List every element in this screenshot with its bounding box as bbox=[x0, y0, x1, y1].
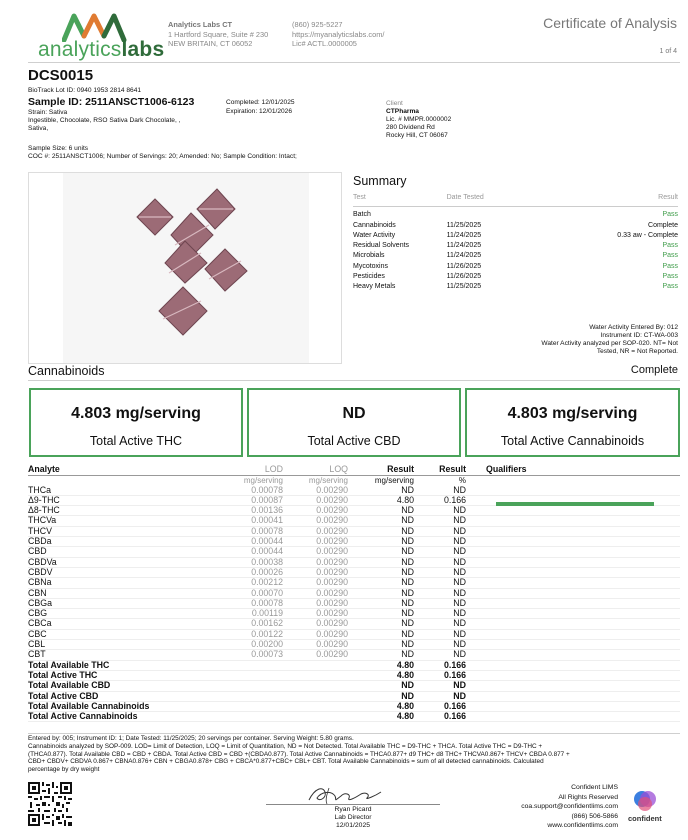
confident-logo-icon bbox=[632, 788, 658, 814]
lab-contact-block bbox=[292, 20, 384, 48]
coc-line: COC #: 2511ANSCT1006; Number of Servings: 20; Amended: No; Sample Condition: Intact; bbox=[28, 153, 297, 160]
summary-result: Pass bbox=[662, 283, 678, 291]
analyte-qualifier bbox=[466, 650, 680, 660]
analyte-lod: 0.00038 bbox=[203, 557, 283, 567]
client-label: Client bbox=[386, 100, 403, 107]
header-lod: LOD bbox=[203, 465, 283, 476]
analyte-row bbox=[28, 516, 680, 526]
analyte-result-pct: ND bbox=[414, 557, 466, 567]
notes-line-4: CBD+ CBDV+ CBDVA 0.867+ CBNA0.876+ CBN + CBGA0.878+ CBG + CBCA*0.877+CBC+ CBL+ CBT. Total Available Cannabinoids = sum of all detected cannabinoids. Calculated bbox=[28, 758, 544, 766]
summary-result: Pass bbox=[662, 242, 678, 250]
analyte-qualifier bbox=[466, 640, 680, 650]
strain: Strain: Sativa bbox=[28, 109, 68, 116]
total-loq bbox=[283, 701, 348, 711]
summary-result: Complete bbox=[648, 221, 678, 229]
analyte-name: CBCa bbox=[28, 619, 203, 629]
summary-header-date: Date Tested bbox=[446, 194, 484, 201]
analyte-qualifier bbox=[466, 588, 680, 598]
analyte-row bbox=[28, 557, 680, 567]
summary-result: 0.33 aw - Complete bbox=[617, 231, 678, 239]
analyte-loq: 0.00290 bbox=[283, 495, 348, 505]
sign-date: 12/01/2025 bbox=[335, 822, 371, 829]
analyte-loq: 0.00290 bbox=[283, 486, 348, 496]
summary-date-tested: 11/26/2025 bbox=[446, 273, 482, 281]
analyte-name: CBN bbox=[28, 588, 203, 598]
analyte-row bbox=[28, 588, 680, 598]
analytics-labs-wordmark: analyticslabs bbox=[38, 38, 165, 61]
analyte-qualifier bbox=[466, 506, 680, 516]
total-active-cbd-label: Total Active CBD bbox=[307, 434, 401, 448]
analyte-lod: 0.00078 bbox=[203, 486, 283, 496]
sample-photo bbox=[28, 172, 342, 364]
analyte-loq: 0.00290 bbox=[283, 547, 348, 557]
wa-instrument-id: Instrument ID: CT-WA-003 bbox=[600, 332, 678, 339]
sample-type-line-2: Sativa, bbox=[28, 125, 49, 132]
analyte-name: CBL bbox=[28, 640, 203, 650]
summary-date-tested bbox=[447, 207, 577, 221]
client-block bbox=[386, 100, 451, 140]
total-name: Total Active THC bbox=[28, 670, 203, 680]
header-divider bbox=[28, 62, 680, 63]
total-qualifier bbox=[466, 701, 680, 711]
analyte-result-mg: ND bbox=[348, 640, 414, 650]
total-lod bbox=[203, 701, 283, 711]
lims-email-link[interactable]: coa.support@confidentlims.com bbox=[521, 803, 618, 810]
total-row bbox=[28, 670, 680, 680]
analyte-result-mg: 4.80 bbox=[348, 495, 414, 505]
analyte-loq: 0.00290 bbox=[283, 619, 348, 629]
sample-type-line-1: Ingestible, Chocolate, RSO Sativa Dark Chocolate, , bbox=[28, 117, 181, 124]
analyte-qualifier bbox=[466, 567, 680, 577]
total-lod bbox=[203, 670, 283, 680]
analyte-lod: 0.00200 bbox=[203, 640, 283, 650]
analyte-row bbox=[28, 598, 680, 608]
header-result-pct: Result bbox=[414, 465, 466, 476]
analyte-lod: 0.00073 bbox=[203, 650, 283, 660]
qr-code-icon[interactable] bbox=[28, 782, 72, 826]
total-name: Total Available THC bbox=[28, 660, 203, 670]
analyte-result-pct: ND bbox=[414, 486, 466, 496]
analyte-result-mg: ND bbox=[348, 506, 414, 516]
confident-lims-info bbox=[468, 783, 618, 831]
analyte-lod: 0.00119 bbox=[203, 609, 283, 619]
total-active-cannabinoids-label: Total Active Cannabinoids bbox=[500, 434, 645, 448]
lab-license: Lic# ACTL.0000005 bbox=[292, 39, 357, 48]
summary-date-tested: 11/24/2025 bbox=[446, 252, 482, 260]
unit-lod: mg/serving bbox=[243, 476, 283, 486]
total-qualifier bbox=[466, 691, 680, 701]
analyte-name: CBG bbox=[28, 609, 203, 619]
analyte-loq: 0.00290 bbox=[283, 506, 348, 516]
analyte-name: Δ9-THC bbox=[28, 495, 203, 505]
analyte-row bbox=[28, 526, 680, 536]
total-result-mg: 4.80 bbox=[348, 712, 414, 722]
total-loq bbox=[283, 691, 348, 701]
lims-rights: All Rights Reserved bbox=[558, 793, 618, 801]
lab-phone: (860) 925-5227 bbox=[292, 20, 343, 29]
analyte-qualifier bbox=[466, 526, 680, 536]
analyte-loq: 0.00290 bbox=[283, 609, 348, 619]
analyte-result-mg: ND bbox=[348, 588, 414, 598]
summary-row bbox=[353, 251, 678, 261]
analyte-name: THCa bbox=[28, 486, 203, 496]
total-loq bbox=[283, 660, 348, 670]
analyte-result-pct: ND bbox=[414, 588, 466, 598]
page-number: 1 of 4 bbox=[659, 48, 677, 55]
lab-name: Analytics Labs CT bbox=[168, 20, 233, 29]
analyte-result-mg: ND bbox=[348, 547, 414, 557]
total-active-cbd-box bbox=[247, 388, 461, 457]
total-row bbox=[28, 701, 680, 711]
analyte-loq: 0.00290 bbox=[283, 588, 348, 598]
analyte-qualifier bbox=[466, 516, 680, 526]
lab-address-1: 1 Hartford Square, Suite # 230 bbox=[168, 30, 269, 39]
total-result-pct: 0.166 bbox=[414, 712, 466, 722]
header-result-mg: Result bbox=[348, 465, 414, 476]
analyte-result-pct: ND bbox=[414, 537, 466, 547]
header-analyte: Analyte bbox=[28, 465, 203, 476]
analyte-row bbox=[28, 537, 680, 547]
summary-table bbox=[353, 193, 678, 293]
signature-block bbox=[266, 806, 440, 830]
analyte-result-pct: ND bbox=[414, 567, 466, 577]
total-loq bbox=[283, 670, 348, 680]
analyte-lod: 0.00136 bbox=[203, 506, 283, 516]
analyte-lod: 0.00044 bbox=[203, 547, 283, 557]
lab-address-block bbox=[168, 20, 293, 48]
total-qualifier bbox=[466, 670, 680, 680]
chocolate-pieces-image bbox=[29, 173, 341, 363]
total-result-pct: 0.166 bbox=[414, 701, 466, 711]
summary-header-test: Test bbox=[353, 194, 366, 201]
method-notes bbox=[28, 733, 680, 774]
lims-name: Confident LIMS bbox=[571, 784, 618, 791]
analyte-name: CBC bbox=[28, 629, 203, 639]
lab-website-link[interactable]: https://myanalyticslabs.com/ bbox=[292, 30, 385, 39]
total-active-thc-box bbox=[29, 388, 243, 457]
analyte-row bbox=[28, 640, 680, 650]
d9-thc-result-bar bbox=[496, 502, 654, 506]
signature-line bbox=[266, 804, 440, 805]
lims-website-link[interactable]: www.confidentlims.com bbox=[547, 822, 618, 829]
analyte-row bbox=[28, 619, 680, 629]
cannabinoids-heading: Cannabinoids bbox=[28, 364, 105, 378]
summary-header-result: Result bbox=[658, 194, 678, 201]
summary-test-name: Water Activity bbox=[353, 231, 396, 239]
analyte-row bbox=[28, 578, 680, 588]
analyte-qualifier bbox=[466, 609, 680, 619]
total-active-cannabinoids-box bbox=[465, 388, 680, 457]
summary-result: Pass bbox=[577, 207, 678, 221]
analyte-result-pct: ND bbox=[414, 650, 466, 660]
summary-test-name: Pesticides bbox=[353, 273, 385, 281]
analyte-loq: 0.00290 bbox=[283, 526, 348, 536]
total-name: Total Active CBD bbox=[28, 691, 203, 701]
analyte-row bbox=[28, 486, 680, 496]
biotrack-lot-id: BioTrack Lot ID: 0940 1953 2814 8641 bbox=[28, 87, 142, 94]
total-result-pct: 0.166 bbox=[414, 660, 466, 670]
summary-result: Pass bbox=[662, 252, 678, 260]
analyte-result-pct: 0.166 bbox=[414, 495, 466, 505]
analyte-name: CBT bbox=[28, 650, 203, 660]
analyte-qualifier bbox=[466, 598, 680, 608]
analyte-name: CBD bbox=[28, 547, 203, 557]
lims-phone: (866) 506-5866 bbox=[571, 812, 618, 820]
sample-size: Sample Size: 6 units bbox=[28, 145, 89, 152]
cannabinoids-status: Complete bbox=[630, 364, 678, 376]
analyte-row bbox=[28, 650, 680, 660]
wa-entered-by: Water Activity Entered By: 012 bbox=[589, 324, 678, 331]
signer-name: Ryan Picard bbox=[334, 806, 372, 813]
total-result-pct: 0.166 bbox=[414, 670, 466, 680]
summary-test-name: Microbials bbox=[353, 252, 385, 260]
sample-id: Sample ID: 2511ANSCT1006-6123 bbox=[28, 96, 195, 108]
water-activity-note bbox=[458, 324, 678, 356]
total-result-pct: ND bbox=[414, 681, 466, 691]
analyte-loq: 0.00290 bbox=[283, 578, 348, 588]
analyte-result-mg: ND bbox=[348, 567, 414, 577]
analyte-qualifier bbox=[466, 557, 680, 567]
analyte-result-mg: ND bbox=[348, 578, 414, 588]
header-loq: LOQ bbox=[283, 465, 348, 476]
analyte-row bbox=[28, 506, 680, 516]
summary-row bbox=[353, 241, 678, 251]
analyte-lod: 0.00087 bbox=[203, 495, 283, 505]
analyte-loq: 0.00290 bbox=[283, 629, 348, 639]
analyte-loq: 0.00290 bbox=[283, 537, 348, 547]
confident-wordmark: confident bbox=[628, 814, 662, 823]
analyte-result-mg: ND bbox=[348, 526, 414, 536]
analyte-result-pct: ND bbox=[414, 516, 466, 526]
total-result-mg: 4.80 bbox=[348, 701, 414, 711]
analyte-result-mg: ND bbox=[348, 629, 414, 639]
analyte-result-pct: ND bbox=[414, 598, 466, 608]
total-lod bbox=[203, 691, 283, 701]
total-active-thc-value: 4.803 mg/serving bbox=[71, 405, 201, 422]
total-qualifier bbox=[466, 712, 680, 722]
summary-test-name: Cannabinoids bbox=[353, 221, 396, 229]
expiration-date: Expiration: 12/01/2026 bbox=[226, 108, 292, 115]
signature-image bbox=[305, 784, 385, 806]
total-loq bbox=[283, 681, 348, 691]
analyte-result-mg: ND bbox=[348, 619, 414, 629]
analyte-lod: 0.00162 bbox=[203, 619, 283, 629]
total-result-mg: 4.80 bbox=[348, 660, 414, 670]
summary-date-tested: 11/24/2025 bbox=[446, 231, 482, 239]
unit-result-mg: mg/serving bbox=[374, 476, 414, 486]
summary-title: Summary bbox=[353, 174, 407, 188]
summary-row bbox=[353, 221, 678, 231]
analyte-result-pct: ND bbox=[414, 619, 466, 629]
analyte-result-mg: ND bbox=[348, 516, 414, 526]
summary-row bbox=[353, 272, 678, 282]
analyte-result-pct: ND bbox=[414, 609, 466, 619]
total-lod bbox=[203, 681, 283, 691]
notes-line-1: Entered by: 005; Instrument ID: 1; Date Tested: 11/25/2025; 20 servings per container. Serving Weight: 5.80 grams. bbox=[28, 735, 354, 742]
total-active-cannabinoids-value: 4.803 mg/serving bbox=[507, 405, 638, 422]
analyte-lod: 0.00078 bbox=[203, 526, 283, 536]
summary-date-tested: 11/25/2025 bbox=[446, 221, 482, 229]
summary-row bbox=[353, 231, 678, 241]
client-address-2: Rocky Hill, CT 06067 bbox=[386, 132, 448, 139]
analyte-result-pct: ND bbox=[414, 578, 466, 588]
notes-line-2: Cannabinoids analyzed by SOP-009. LOD= Limit of Detection, LOQ = Limit of Quantitation, ND = Not Detected. Total Available THC = D9-THC + THCA. Total Active THC = D9-THC + bbox=[28, 742, 543, 750]
total-lod bbox=[203, 660, 283, 670]
analyte-name: CBDV bbox=[28, 567, 203, 577]
analyte-name: THCVa bbox=[28, 516, 203, 526]
notes-line-3: (THCA0.877). Total Available CBD = CBD + CBDA. Total Active CBD = CBD +(CBDA0.877). Total Active Cannabinoids = THCA0.877+ d9 THC+ d8 THC+ THCVA0.867+ THCV+ CBDA 0.877 + bbox=[28, 750, 570, 758]
analyte-result-pct: ND bbox=[414, 547, 466, 557]
completed-date: Completed: 12/01/2025 bbox=[226, 99, 295, 106]
analyte-lod: 0.00041 bbox=[203, 516, 283, 526]
total-active-cbd-value: ND bbox=[342, 405, 366, 422]
analyte-row bbox=[28, 547, 680, 557]
unit-result-pct: % bbox=[458, 476, 466, 486]
unit-qualifiers bbox=[466, 476, 680, 486]
total-name: Total Available CBD bbox=[28, 681, 203, 691]
analyte-result-mg: ND bbox=[348, 598, 414, 608]
analyte-name: CBDa bbox=[28, 537, 203, 547]
summary-date-tested: 11/24/2025 bbox=[446, 242, 482, 250]
signer-title: Lab Director bbox=[334, 814, 372, 821]
summary-date-tested: 11/26/2025 bbox=[446, 262, 482, 270]
total-name: Total Available Cannabinoids bbox=[28, 701, 203, 711]
summary-date-tested: 11/25/2025 bbox=[446, 283, 482, 291]
wa-sop-note: Water Activity analyzed per SOP-020. NT= Not bbox=[541, 340, 678, 347]
summary-test-name: Heavy Metals bbox=[353, 283, 396, 291]
sample-details bbox=[28, 109, 180, 133]
analyte-qualifier bbox=[466, 578, 680, 588]
analyte-loq: 0.00290 bbox=[283, 640, 348, 650]
analyte-lod: 0.00078 bbox=[203, 598, 283, 608]
total-row bbox=[28, 660, 680, 670]
client-name: CTPharma bbox=[386, 108, 419, 115]
total-result-mg: ND bbox=[348, 691, 414, 701]
analyte-loq: 0.00290 bbox=[283, 516, 348, 526]
analyte-loq: 0.00290 bbox=[283, 567, 348, 577]
analyte-result-mg: ND bbox=[348, 609, 414, 619]
summary-test-name: Residual Solvents bbox=[353, 242, 410, 250]
total-active-thc-label: Total Active THC bbox=[89, 434, 183, 448]
analyte-name: Δ8-THC bbox=[28, 506, 203, 516]
product-name: DCS0015 bbox=[28, 67, 94, 84]
total-qualifier bbox=[466, 681, 680, 691]
analyte-qualifier bbox=[466, 537, 680, 547]
total-result-mg: ND bbox=[348, 681, 414, 691]
unit-loq: mg/serving bbox=[308, 476, 348, 486]
wa-nt-note: Tested, NR = Not Reported. bbox=[596, 348, 678, 355]
client-address-1: 280 Dividend Rd bbox=[386, 124, 435, 131]
summary-row bbox=[353, 262, 678, 272]
total-qualifier bbox=[466, 660, 680, 670]
analyte-qualifier bbox=[466, 629, 680, 639]
analyte-qualifier bbox=[466, 486, 680, 496]
analyte-qualifier bbox=[466, 547, 680, 557]
document-title: Certificate of Analysis bbox=[543, 15, 677, 31]
analyte-qualifier bbox=[466, 619, 680, 629]
summary-test-name: Batch bbox=[353, 207, 447, 221]
summary-test-name: Mycotoxins bbox=[353, 262, 389, 270]
unit-analyte bbox=[28, 476, 203, 486]
analyte-lod: 0.00044 bbox=[203, 537, 283, 547]
analyte-name: CBGa bbox=[28, 598, 203, 608]
analyte-name: CBNa bbox=[28, 578, 203, 588]
analyte-result-pct: ND bbox=[414, 526, 466, 536]
summary-row bbox=[353, 207, 678, 221]
analyte-result-mg: ND bbox=[348, 557, 414, 567]
notes-line-5: percentage by dry weight bbox=[28, 766, 100, 774]
total-lod bbox=[203, 712, 283, 722]
analyte-lod: 0.00122 bbox=[203, 629, 283, 639]
summary-result: Pass bbox=[662, 273, 678, 281]
summary-row bbox=[353, 282, 678, 292]
total-row bbox=[28, 691, 680, 701]
analyte-row bbox=[28, 629, 680, 639]
analyte-result-pct: ND bbox=[414, 640, 466, 650]
analyte-row bbox=[28, 609, 680, 619]
analyte-name: CBDVa bbox=[28, 557, 203, 567]
analyte-result-pct: ND bbox=[414, 629, 466, 639]
total-result-mg: 4.80 bbox=[348, 670, 414, 680]
client-license: Lic. # MMPR.0000002 bbox=[386, 116, 452, 123]
total-name: Total Active Cannabinoids bbox=[28, 712, 203, 722]
total-row bbox=[28, 712, 680, 722]
analyte-loq: 0.00290 bbox=[283, 557, 348, 567]
header-qualifiers: Qualifiers bbox=[466, 465, 680, 476]
analyte-name: THCV bbox=[28, 526, 203, 536]
analyte-loq: 0.00290 bbox=[283, 650, 348, 660]
analyte-lod: 0.00070 bbox=[203, 588, 283, 598]
analyte-result-mg: ND bbox=[348, 486, 414, 496]
total-row bbox=[28, 681, 680, 691]
lab-address-2: NEW BRITAIN, CT 06052 bbox=[168, 39, 253, 48]
analyte-row bbox=[28, 567, 680, 577]
analyte-result-mg: ND bbox=[348, 650, 414, 660]
total-result-pct: ND bbox=[414, 691, 466, 701]
summary-result: Pass bbox=[662, 262, 678, 270]
analyte-loq: 0.00290 bbox=[283, 598, 348, 608]
analyte-result-pct: ND bbox=[414, 506, 466, 516]
analyte-lod: 0.00212 bbox=[203, 578, 283, 588]
analyte-result-mg: ND bbox=[348, 537, 414, 547]
analyte-lod: 0.00026 bbox=[203, 567, 283, 577]
total-loq bbox=[283, 712, 348, 722]
cannabinoids-divider bbox=[28, 380, 680, 381]
